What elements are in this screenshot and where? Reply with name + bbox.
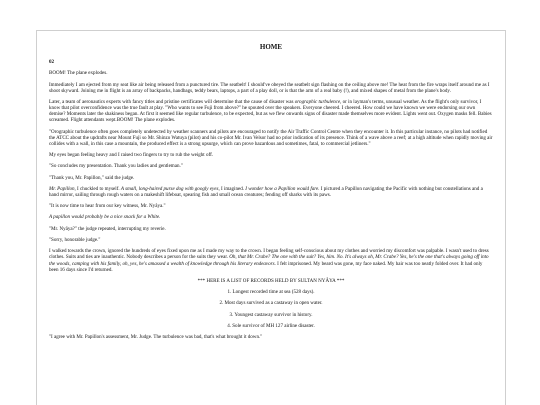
paragraph-9: "It is now time to hear from our key witness, Mr. Nyâya." [49, 203, 166, 210]
paragraph-10: A papillon would probably be a nice snack for a White. [49, 214, 161, 221]
paragraph-8 [49, 186, 493, 198]
paragraph-3-term: orographic turbulence [294, 98, 341, 105]
paragraph-6: "So concludes my presentation. Thank you ladies and gentleman." [49, 163, 183, 170]
paragraph-13-b: Oh, that Mr. Crabe? The one with the suit? Yes, him. No. It's always [229, 254, 368, 261]
paragraph-13-c: oh, Mr. Crabe? Yes, he's the one that's always going off into the woods, camping with his family, oh, yes, he's amassed a wealth of knowledge through his literary endeavors. [49, 254, 489, 267]
paragraph-8-e: I wonder how a Papillon would fare. [245, 185, 320, 192]
paragraph-3-c: , or in layman's terms, unusual weather. As the flight's only survivor, I know that pilot overconfidence was the true fault at play. "Who wants to see Fuji from above?" he spouted over the speakers. Everyone cheered. I cheered. How could we have known we were endorsing our own demise? Moments later the shakiness began. At first it seemed like regular turbulence, to be expected, but as we flew onwards signs of disaster made themselves more evident. Lights went out. Oxygen masks fell. Babies screamed. Flight attendants wept.BOOM! The plane explodes. [49, 98, 492, 124]
paragraph-last: "I agree with Mr. Papillon's assessment, Mr. Judge. The turbulence was bad, that's what brought it down." [49, 334, 263, 341]
paragraph-3-a: Later, a team of aeronautics experts with fancy titles and pristine certificates will determine that the cause of disaster was [49, 98, 295, 105]
paragraph-8-f: I pictured a Papillon navigating the Pacific with nothing but constellations and a hand mirror, sailing through rough waters on a makeshift lifeboat, spearing fish and small ocean creatures; fending off sharks with its paws. [49, 185, 483, 198]
paragraph-4: "Orographic turbulence often goes completely undetected by weather scanners and pilots are encouraged to notify the Air Traffic Control Centre when they encounter it. In this particular instance, no pilots had notified the ATCC about the updrafts near Mount Fuji so Mr. Shinzo Watuya (pilot) and his co-pilot Mr. Ivan Velsor had no prior indication of its presence. Think of a wave above a reef; at a high altitude when rapidly moving air collides with a wall, in this case a mountain, the produced effect is a strong upsurge, which can prove hazardous and sometimes, fatal, to commercial jetliners." [49, 128, 493, 147]
paragraph-8-a: Mr. Papillon [49, 185, 75, 192]
paragraph-8-c: A small, long-haired purse dog with googly eyes [120, 185, 219, 192]
paragraph-11: "Mr. Nyâya?" the judge repeated, interrupting my reverie. [49, 225, 166, 232]
paragraph-5: My eyes began feeling heavy and I raised two fingers to try to rub the weight off. [49, 151, 214, 158]
paragraph-3 [49, 99, 493, 123]
paragraph-7: "Thank you, Mr. Papillon," said the judge. [49, 174, 135, 181]
paragraph-13-a: I walked towards the crown, ignored the hundreds of eyes fixed upon me as I made my way to the crown. I began feeling self-conscious about my clothes and worried my discomfort was palpable. I wasn't used to dress clothes. Suits and ties are inauthentic. Nobody describes a person for the suits they wear. [49, 248, 489, 261]
paragraph-13-d: I felt imprisoned. My beard was gone, my face naked. My hair was too neatly folded over. It had only been 16 days since I'd returned. [49, 260, 483, 273]
paragraph-8-b: , I chuckled to myself. [74, 185, 121, 192]
list-item: 1. Longest recorded time at sea (528 days). [227, 289, 315, 296]
document-page [36, 30, 506, 405]
records-header: *** HERE IS A LIST OF RECORDS HELD BY SULTAN NYÂYA *** [197, 277, 345, 284]
paragraph-1: BOOM! The plane explodes. [49, 70, 108, 77]
paragraph-12: "Sorry, honorable judge." [49, 237, 101, 244]
paragraph-2: Immediately I am ejected from my seat like air being released from a punctured tire. The seatbelt! I should've obeyed the seatbelt sign flashing on the ceiling above me! The heat from the fire wraps itself around me as I shoot skyward. Joining me in flight is an array of backpacks, handbags, teddy bears, laptops, a part of a play doll, or is that the arm of a real baby (!), and mixed shapes of metal from the plane's body. [49, 81, 490, 94]
paragraph-8-d: , I imagined. [218, 185, 246, 192]
chapter-number: 02 [49, 59, 55, 65]
list-item: 3. Youngest castaway survivor in history. [229, 311, 313, 318]
page-title: HOME [259, 43, 283, 51]
paragraph-13 [49, 248, 493, 272]
list-item: 4. Sole survivor of MH 127 airline disaster. [227, 323, 315, 329]
list-item: 2. Most days survived as a castaway in open water. [219, 300, 323, 307]
records-list [49, 289, 493, 329]
